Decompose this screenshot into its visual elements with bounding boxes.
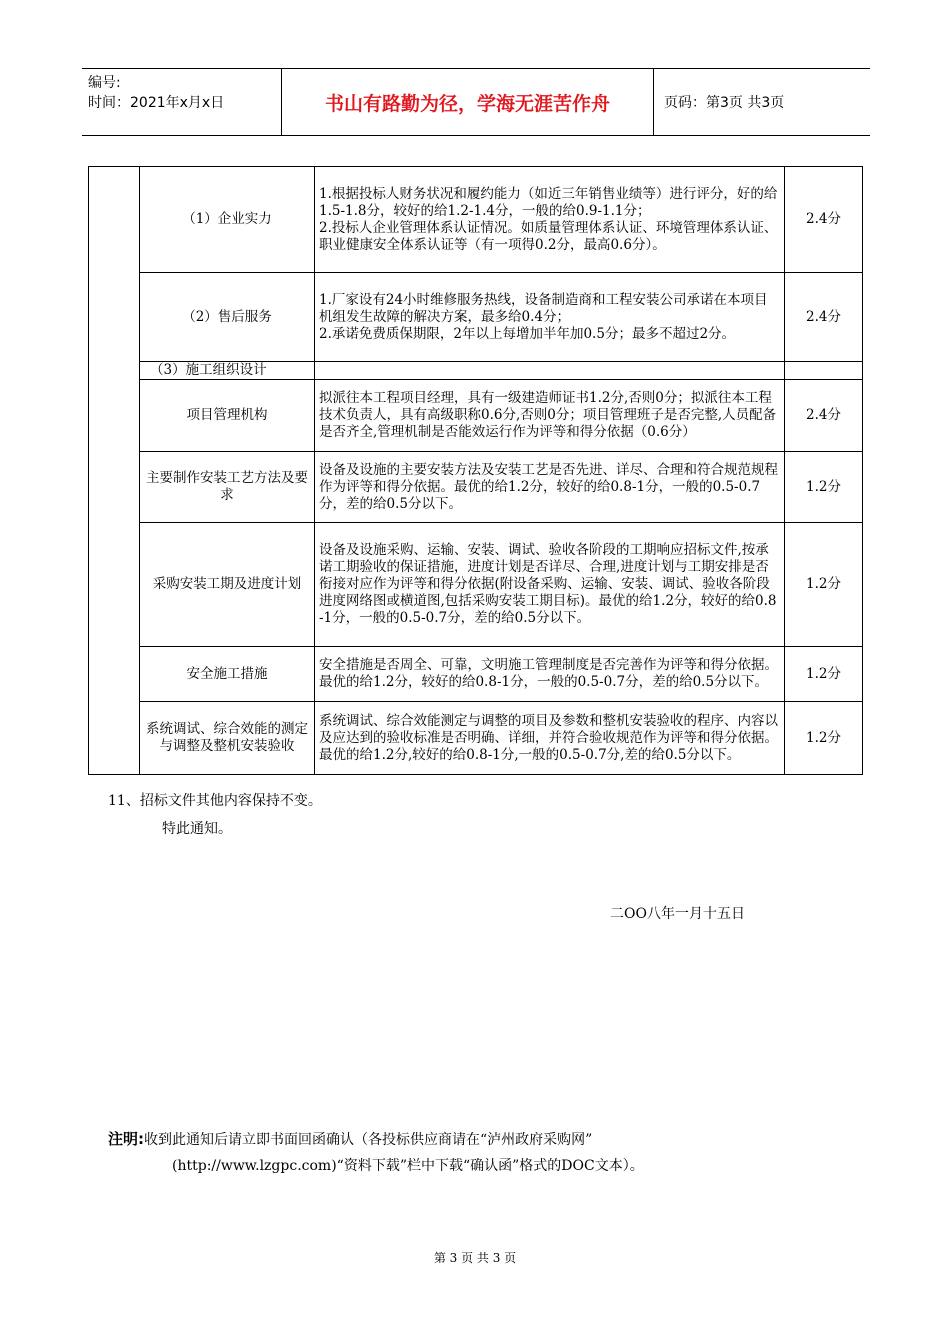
score-cell: 2.4分	[785, 167, 863, 273]
page-header	[82, 68, 870, 136]
criteria-cell: 设备及设施采购、运输、安装、调试、验收各阶段的工期响应招标文件,按承诺工期验收的保证措施，进度计划是否详尽、合理,进度计划与工期安排是否衔接对应作为评等和得分依据(附设备采购、运输、安装、调试、验收各阶段进度网络图或横道图,包括采购安装工期目标)。最优的给1.2分，较好的给0.8-1分，一般的0.5-0.7分，差的给0.5分以下。	[315, 523, 785, 647]
table-row	[89, 380, 863, 452]
item-cell: 安全施工措施	[140, 647, 315, 702]
table-row	[89, 273, 863, 362]
item-cell: 主要制作安装工艺方法及要求	[140, 452, 315, 523]
criteria-cell: 安全措施是否周全、可靠，文明施工管理制度是否完善作为评等和得分依据。最优的给1.2分，较好的给0.8-1分，一般的0.5-0.7分，差的给0.5分以下。	[315, 647, 785, 702]
item-cell: （1）企业实力	[140, 167, 315, 273]
note-line-1	[108, 1126, 848, 1153]
header-meta	[82, 69, 282, 135]
score-cell: 2.4分	[785, 273, 863, 362]
scoring-table	[88, 166, 863, 775]
table-row	[89, 702, 863, 775]
criteria-cell: 设备及设施的主要安装方法及安装工艺是否先进、详尽、合理和符合规范规程作为评等和得分依据。最优的给1.2分，较好的给0.8-1分，一般的0.5-0.7分，差的给0.5分以下。	[315, 452, 785, 523]
item-cell: 系统调试、综合效能的测定与调整及整机安装验收	[140, 702, 315, 775]
score-cell: 2.4分	[785, 380, 863, 452]
notice-text: 特此通知。	[162, 821, 232, 837]
score-cell: 1.2分	[785, 647, 863, 702]
score-cell: 1.2分	[785, 702, 863, 775]
note-text-2: (http://www.lzgpc.com)“资料下载”栏中下载“确认函”格式的DOC文本）。	[172, 1158, 644, 1174]
criteria-cell	[315, 362, 785, 380]
header-motto: 书山有路勤为径，学海无涯苦作舟	[282, 69, 654, 135]
note-block	[108, 1126, 848, 1179]
table-row	[89, 167, 863, 273]
criteria-cell: 拟派往本工程项目经理，具有一级建造师证书1.2分,否则0分；拟派往本工程技术负责人，具有高级职称0.6分,否则0分；项目管理班子是否完整,人员配备是否齐全,管理机制是否能效运行作为评等和得分依据（0.6分）	[315, 380, 785, 452]
document-number-label: 编号:	[88, 75, 121, 91]
item-cell: 采购安装工期及进度计划	[140, 523, 315, 647]
header-page-info: 页码：第3页 共3页	[664, 95, 785, 111]
note-label: 注明:	[108, 1130, 144, 1148]
item-cell: （3）施工组织设计	[140, 362, 315, 380]
criteria-cell: 1.厂家设有24小时维修服务热线，设备制造商和工程安装公司承诺在本项目机组发生故障的解决方案，最多给0.4分； 2.承诺免费质保期限，2年以上每增加半年加0.5分；最多不超过2分。	[315, 273, 785, 362]
score-cell: 1.2分	[785, 523, 863, 647]
document-time-label: 时间：2021年x月x日	[88, 95, 225, 111]
item-cell: （2）售后服务	[140, 273, 315, 362]
score-cell	[785, 362, 863, 380]
note-text-1: 收到此通知后请立即书面回函确认（各投标供应商请在“泸州政府采购网”	[144, 1132, 593, 1148]
page-footer: 第 3 页 共 3 页	[433, 1251, 517, 1265]
criteria-cell: 1.根据投标人财务状况和履约能力（如近三年销售业绩等）进行评分，好的给1.5-1.8分，较好的给1.2-1.4分，一般的给0.9-1.1分； 2.投标人企业管理体系认证情况。如质量管理体系认证、环境管理体系认证、职业健康安全体系认证等（有一项得0.2分，最高0.6分）。	[315, 167, 785, 273]
table-row	[89, 362, 863, 380]
merged-category-cell	[89, 167, 140, 775]
clause-11: 11、招标文件其他内容保持不变。	[108, 793, 322, 809]
score-cell: 1.2分	[785, 452, 863, 523]
table-row	[89, 523, 863, 647]
document-date: 二OO八年一月十五日	[610, 906, 745, 922]
criteria-cell: 系统调试、综合效能测定与调整的项目及参数和整机安装验收的程序、内容以及应达到的验收标准是否明确、详细，并符合验收规范作为评等和得分依据。最优的给1.2分,较好的给0.8-1分,一般的0.5-0.7分,差的给0.5分以下。	[315, 702, 785, 775]
item-cell: 项目管理机构	[140, 380, 315, 452]
table-row	[89, 647, 863, 702]
table-row	[89, 452, 863, 523]
